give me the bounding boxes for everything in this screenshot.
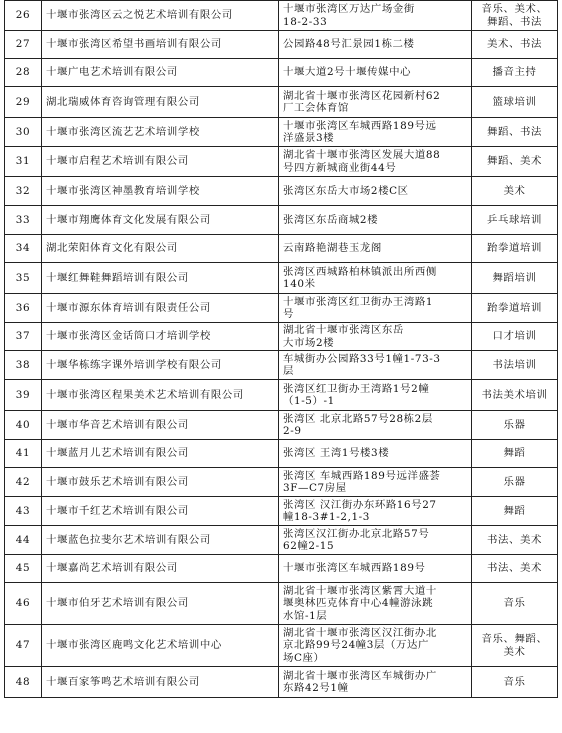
row-number: 48 [5,667,42,698]
row-number: 31 [5,147,42,177]
training-category: 音乐 [472,667,558,698]
table-row [5,1,558,31]
table-row [5,625,558,667]
training-category: 跆拳道培训 [472,294,558,323]
row-number: 27 [5,31,42,59]
row-number: 44 [5,526,42,555]
training-category: 跆拳道培训 [472,235,558,263]
training-category: 音乐、舞蹈、 美术 [472,625,558,667]
row-number: 32 [5,177,42,206]
org-address: 张湾区汉江街办北京北路57号 62幢2-15 [279,526,472,555]
table-row [5,583,558,625]
training-category: 口才培训 [472,323,558,351]
training-category: 音乐、美术、 舞蹈、书法 [472,1,558,31]
table-row [5,555,558,583]
table-row [5,667,558,698]
org-address: 张湾区西城路柏林镇派出所西侧 140米 [279,263,472,294]
org-address: 十堰市张湾区车城西路189号 [279,555,472,583]
table-row [5,87,558,118]
org-name: 湖北瑞威体育咨询管理有限公司 [42,87,279,118]
org-name: 湖北荣阳体育文化有限公司 [42,235,279,263]
table-row [5,206,558,235]
org-name: 十堰市张湾区程果美术艺术培训有限公司 [42,380,279,411]
table-row [5,177,558,206]
row-number: 47 [5,625,42,667]
org-name: 十堰市鼓乐艺术培训有限公司 [42,468,279,497]
row-number: 33 [5,206,42,235]
org-address: 云南路艳湖巷玉龙阁 [279,235,472,263]
training-category: 舞蹈 [472,440,558,468]
table-row [5,440,558,468]
org-address: 十堰市张湾区万达广场金街 18-2-33 [279,1,472,31]
org-name: 十堰市伯牙艺术培训有限公司 [42,583,279,625]
org-address: 十堰市张湾区车城西路189号远 洋盛景3楼 [279,118,472,147]
org-name: 十堰嘉尚艺术培训有限公司 [42,555,279,583]
training-category: 书法、美术 [472,555,558,583]
training-category: 书法培训 [472,351,558,380]
training-category: 乒乓球培训 [472,206,558,235]
org-address: 公园路48号汇景园1栋二楼 [279,31,472,59]
training-category: 书法美术培训 [472,380,558,411]
org-name: 十堰市启程艺术培训有限公司 [42,147,279,177]
org-name: 十堰市翔鹰体育文化发展有限公司 [42,206,279,235]
org-address: 十堰市张湾区红卫街办王湾路1 号 [279,294,472,323]
training-category: 播音主持 [472,59,558,87]
row-number: 40 [5,411,42,440]
org-name: 十堰广电艺术培训有限公司 [42,59,279,87]
table-row [5,294,558,323]
row-number: 37 [5,323,42,351]
table-row [5,351,558,380]
row-number: 42 [5,468,42,497]
org-name: 十堰市张湾区金话筒口才培训学校 [42,323,279,351]
org-name: 十堰市张湾区神墨教育培训学校 [42,177,279,206]
org-name: 十堰市源东体育培训有限责任公司 [42,294,279,323]
org-address: 张湾区 汉江街办东环路16号27 幢18-3#1-2,1-3 [279,497,472,526]
table-row [5,526,558,555]
row-number: 35 [5,263,42,294]
row-number: 46 [5,583,42,625]
row-number: 41 [5,440,42,468]
training-category: 美术 [472,177,558,206]
registry-table [4,0,558,698]
org-address: 张湾区 王湾1号楼3楼 [279,440,472,468]
training-category: 乐器 [472,468,558,497]
org-address: 张湾区东岳大市场2楼C区 [279,177,472,206]
org-address: 湖北省十堰市张湾区汉江街办北 京北路99号24幢3层（万达广 场C座） [279,625,472,667]
training-category: 篮球培训 [472,87,558,118]
table-body [5,1,558,698]
org-name: 十堰华栋练字课外培训学校有限公司 [42,351,279,380]
org-address: 湖北省十堰市张湾区东岳 大市场2楼 [279,323,472,351]
table-row [5,468,558,497]
table-row [5,263,558,294]
org-address: 张湾区 北京北路57号28栋2层 2-9 [279,411,472,440]
row-number: 34 [5,235,42,263]
org-name: 十堰蓝月儿艺术培训有限公司 [42,440,279,468]
org-name: 十堰市千红艺术培训有限公司 [42,497,279,526]
org-address: 湖北省十堰市张湾区车城街办广 东路42号1幢 [279,667,472,698]
org-address: 车城街办公园路33号1幢1-73-3 层 [279,351,472,380]
org-name: 十堰红舞鞋舞蹈培训有限公司 [42,263,279,294]
training-category: 舞蹈培训 [472,263,558,294]
org-address: 张湾区 车城西路189号远洋盛荟 3F—C7房屋 [279,468,472,497]
table-row [5,147,558,177]
org-address: 湖北省十堰市张湾区花园新村62 厂工会体育馆 [279,87,472,118]
org-address: 张湾区红卫街办王湾路1号2幢 （1-5）-1 [279,380,472,411]
org-name: 十堰百家筝鸣艺术培训有限公司 [42,667,279,698]
table-row [5,380,558,411]
table-row [5,411,558,440]
training-category: 音乐 [472,583,558,625]
row-number: 28 [5,59,42,87]
row-number: 45 [5,555,42,583]
table-row [5,497,558,526]
org-name: 十堰蓝色拉斐尔艺术培训有限公司 [42,526,279,555]
org-name: 十堰市张湾区流艺艺术培训学校 [42,118,279,147]
training-category: 美术、书法 [472,31,558,59]
row-number: 39 [5,380,42,411]
row-number: 29 [5,87,42,118]
org-address: 湖北省十堰市张湾区发展大道88 号四方新城商业街44号 [279,147,472,177]
training-category: 舞蹈 [472,497,558,526]
org-address: 湖北省十堰市张湾区紫霄大道十 堰奥林匹克体育中心4幢游泳跳 水馆-1层 [279,583,472,625]
row-number: 43 [5,497,42,526]
org-address: 张湾区东岳商城2楼 [279,206,472,235]
table-row [5,235,558,263]
org-name: 十堰市张湾区鹿鸣文化艺术培训中心 [42,625,279,667]
table-row [5,31,558,59]
training-category: 舞蹈、美术 [472,147,558,177]
row-number: 30 [5,118,42,147]
training-category: 乐器 [472,411,558,440]
table-row [5,118,558,147]
table-row [5,323,558,351]
table-row [5,59,558,87]
org-address: 十堰大道2号十堰传媒中心 [279,59,472,87]
org-name: 十堰市华音艺术培训有限公司 [42,411,279,440]
training-category: 舞蹈、书法 [472,118,558,147]
row-number: 38 [5,351,42,380]
org-name: 十堰市张湾区云之悦艺术培训有限公司 [42,1,279,31]
org-name: 十堰市张湾区希望书画培训有限公司 [42,31,279,59]
row-number: 36 [5,294,42,323]
training-category: 书法、美术 [472,526,558,555]
row-number: 26 [5,1,42,31]
